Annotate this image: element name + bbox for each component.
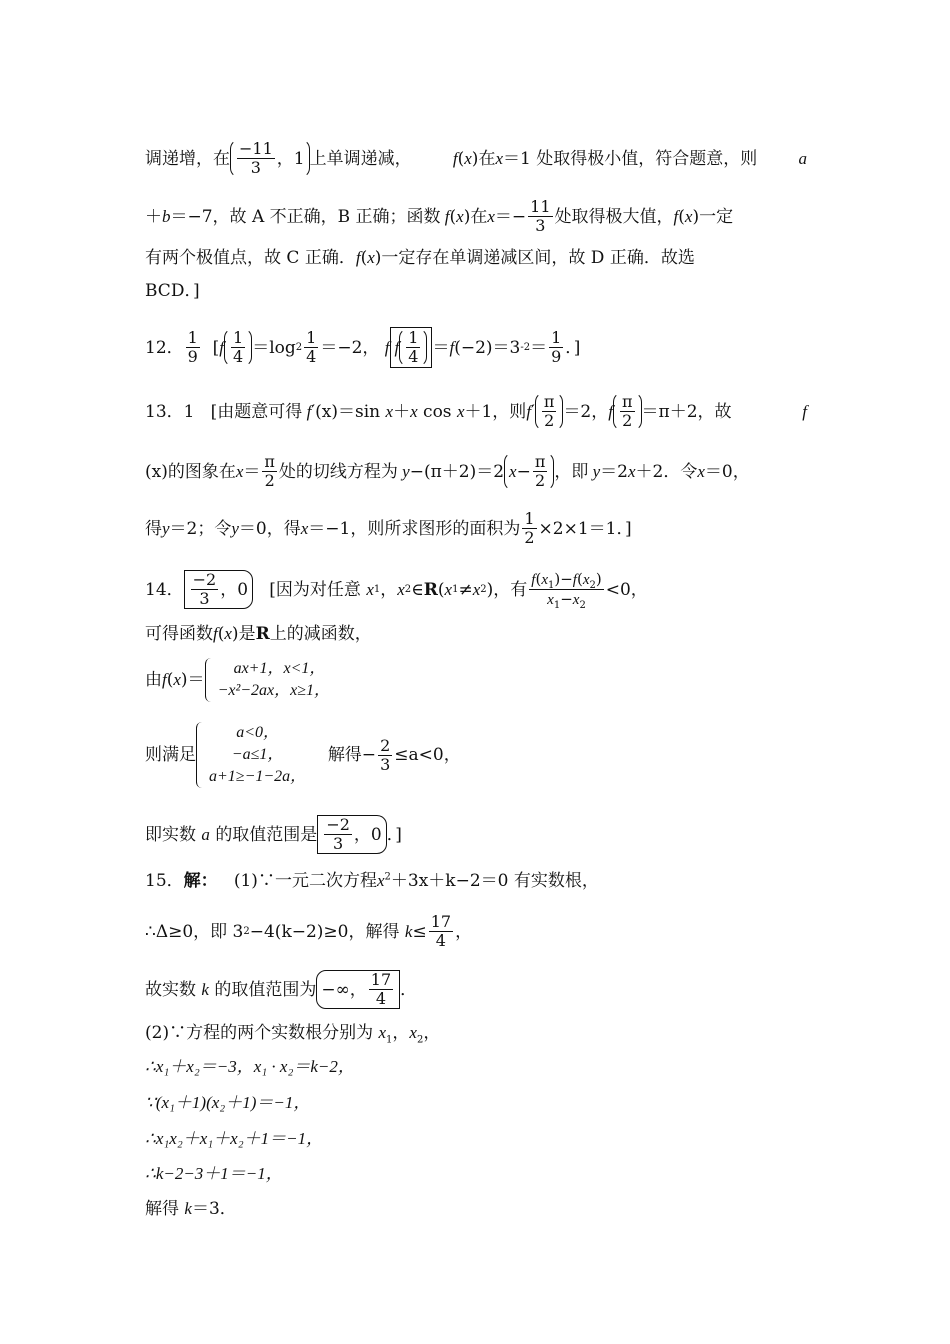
- answer-interval: $\frac{-2}{3}$ ，0: [184, 570, 253, 609]
- condition-system: 则满足 a<0， −a≤1， a+1≥−1−2a， 解得− $\frac{2}{3}$ ≤a<0，: [145, 722, 461, 788]
- question-14-line-1: 14． $\frac{-2}{3}$ ，0 [因为对任意 x 1 ， x 2 ∈ R ( x 1 ≠ x 2 ) ，有 $\frac{f(x_1)-f(x_2)}{x_1-x_2}$ <0，: [145, 570, 648, 611]
- question-15-line-7: ∴x₁x₂＋x₁＋x₂＋1＝−1，: [145, 1129, 324, 1148]
- question-14-line-2: 可得函数f(x)是R上的减函数，: [145, 624, 372, 644]
- question-12: 12． $\frac{1}{9}$ [ f $\frac{1}{4}$ ＝log 2 $\frac{1}{4}$ ＝−2， f f $\frac{1}{4}$ ＝ f (−2)＝3 -2 ＝ $\frac{1}{9}$ ．]: [145, 328, 581, 366]
- question-13-line-2: (x)的图象在 x ＝ $\frac{\pi}{2}$ 处的切线方程为 y −(π＋2)＝2 x − $\frac{\pi}{2}$ ，即 y ＝2 x ＋2．令 x ＝0，: [145, 452, 750, 490]
- answer-fraction: $\frac{1}{9}$: [187, 328, 198, 366]
- question-15-line-5: ∴x₁＋x₂＝−3，x₁ · x₂＝k−2，: [145, 1057, 355, 1076]
- question-13-line-1: 13．1 [由题意可得 f ′ (x)＝sin x ＋ x cos x ＋1，则 f ′ $\frac{\pi}{2}$ ＝2， f $\frac{\pi}{2}$ ＝π＋2，故 f: [145, 392, 807, 430]
- question-14-result: 即实数 a 的取值范围是 $\frac{-2}{3}$ ，0 ．]: [145, 815, 402, 853]
- question-15-line-3: 故实数 k 的取值范围为 −∞， $\frac{17}{4}$ ．: [145, 970, 418, 1008]
- question-15-line-8: ∴k−2−3＋1＝−1，: [145, 1164, 283, 1183]
- question-15-line-1: 15．解： (1)∵一元二次方程$x^2+3x+k-2=0$ 有实数根，: [145, 871, 599, 891]
- piecewise-function: 由 f ( x )＝ ax+1，x<1， −x²−2ax，x≥1，: [145, 658, 330, 702]
- fraction: $\frac{11}{3}$: [530, 197, 551, 235]
- question-15-line-6: ∵(x₁＋1)(x₂＋1)＝−1，: [145, 1093, 311, 1112]
- fraction: $\frac{-11}{3}$: [239, 139, 273, 177]
- text-line-2: ＋ b ＝−7，故 A 不正确，B 正确；函数 f ( x ) 在 x ＝− $\frac{11}{3}$ 处取得极大值， f ( x ) 一定: [145, 197, 734, 235]
- question-15-line-2: ∴Δ≥0，即 3 2 −4(k−2)≥0，解得 k ≤ $\frac{17}{4}$ ，: [145, 912, 473, 950]
- text-line-3: 有两个极值点，故 C 正确． f ( x ) 一定存在单调递减区间，故 D 正确．故选: [145, 248, 695, 268]
- text-line-4: BCD．]: [145, 281, 200, 301]
- text-line-1: 调递增，在 $\frac{-11}{3}$ ，1 上单调递减， f ( x ) 在 x ＝1 处取得极小值，符合题意，则 a: [145, 139, 807, 177]
- question-15-line-9: 解得 k＝3．: [145, 1199, 237, 1219]
- question-13-line-3: 得 y ＝2；令 y ＝0，得 x ＝−1，则所求图形的面积为 $\frac{1}{2}$ ×2×1＝1．]: [145, 509, 632, 547]
- question-15-line-4: (2)∵方程的两个实数根分别为 $x_1$，$x_2$，: [145, 1023, 441, 1046]
